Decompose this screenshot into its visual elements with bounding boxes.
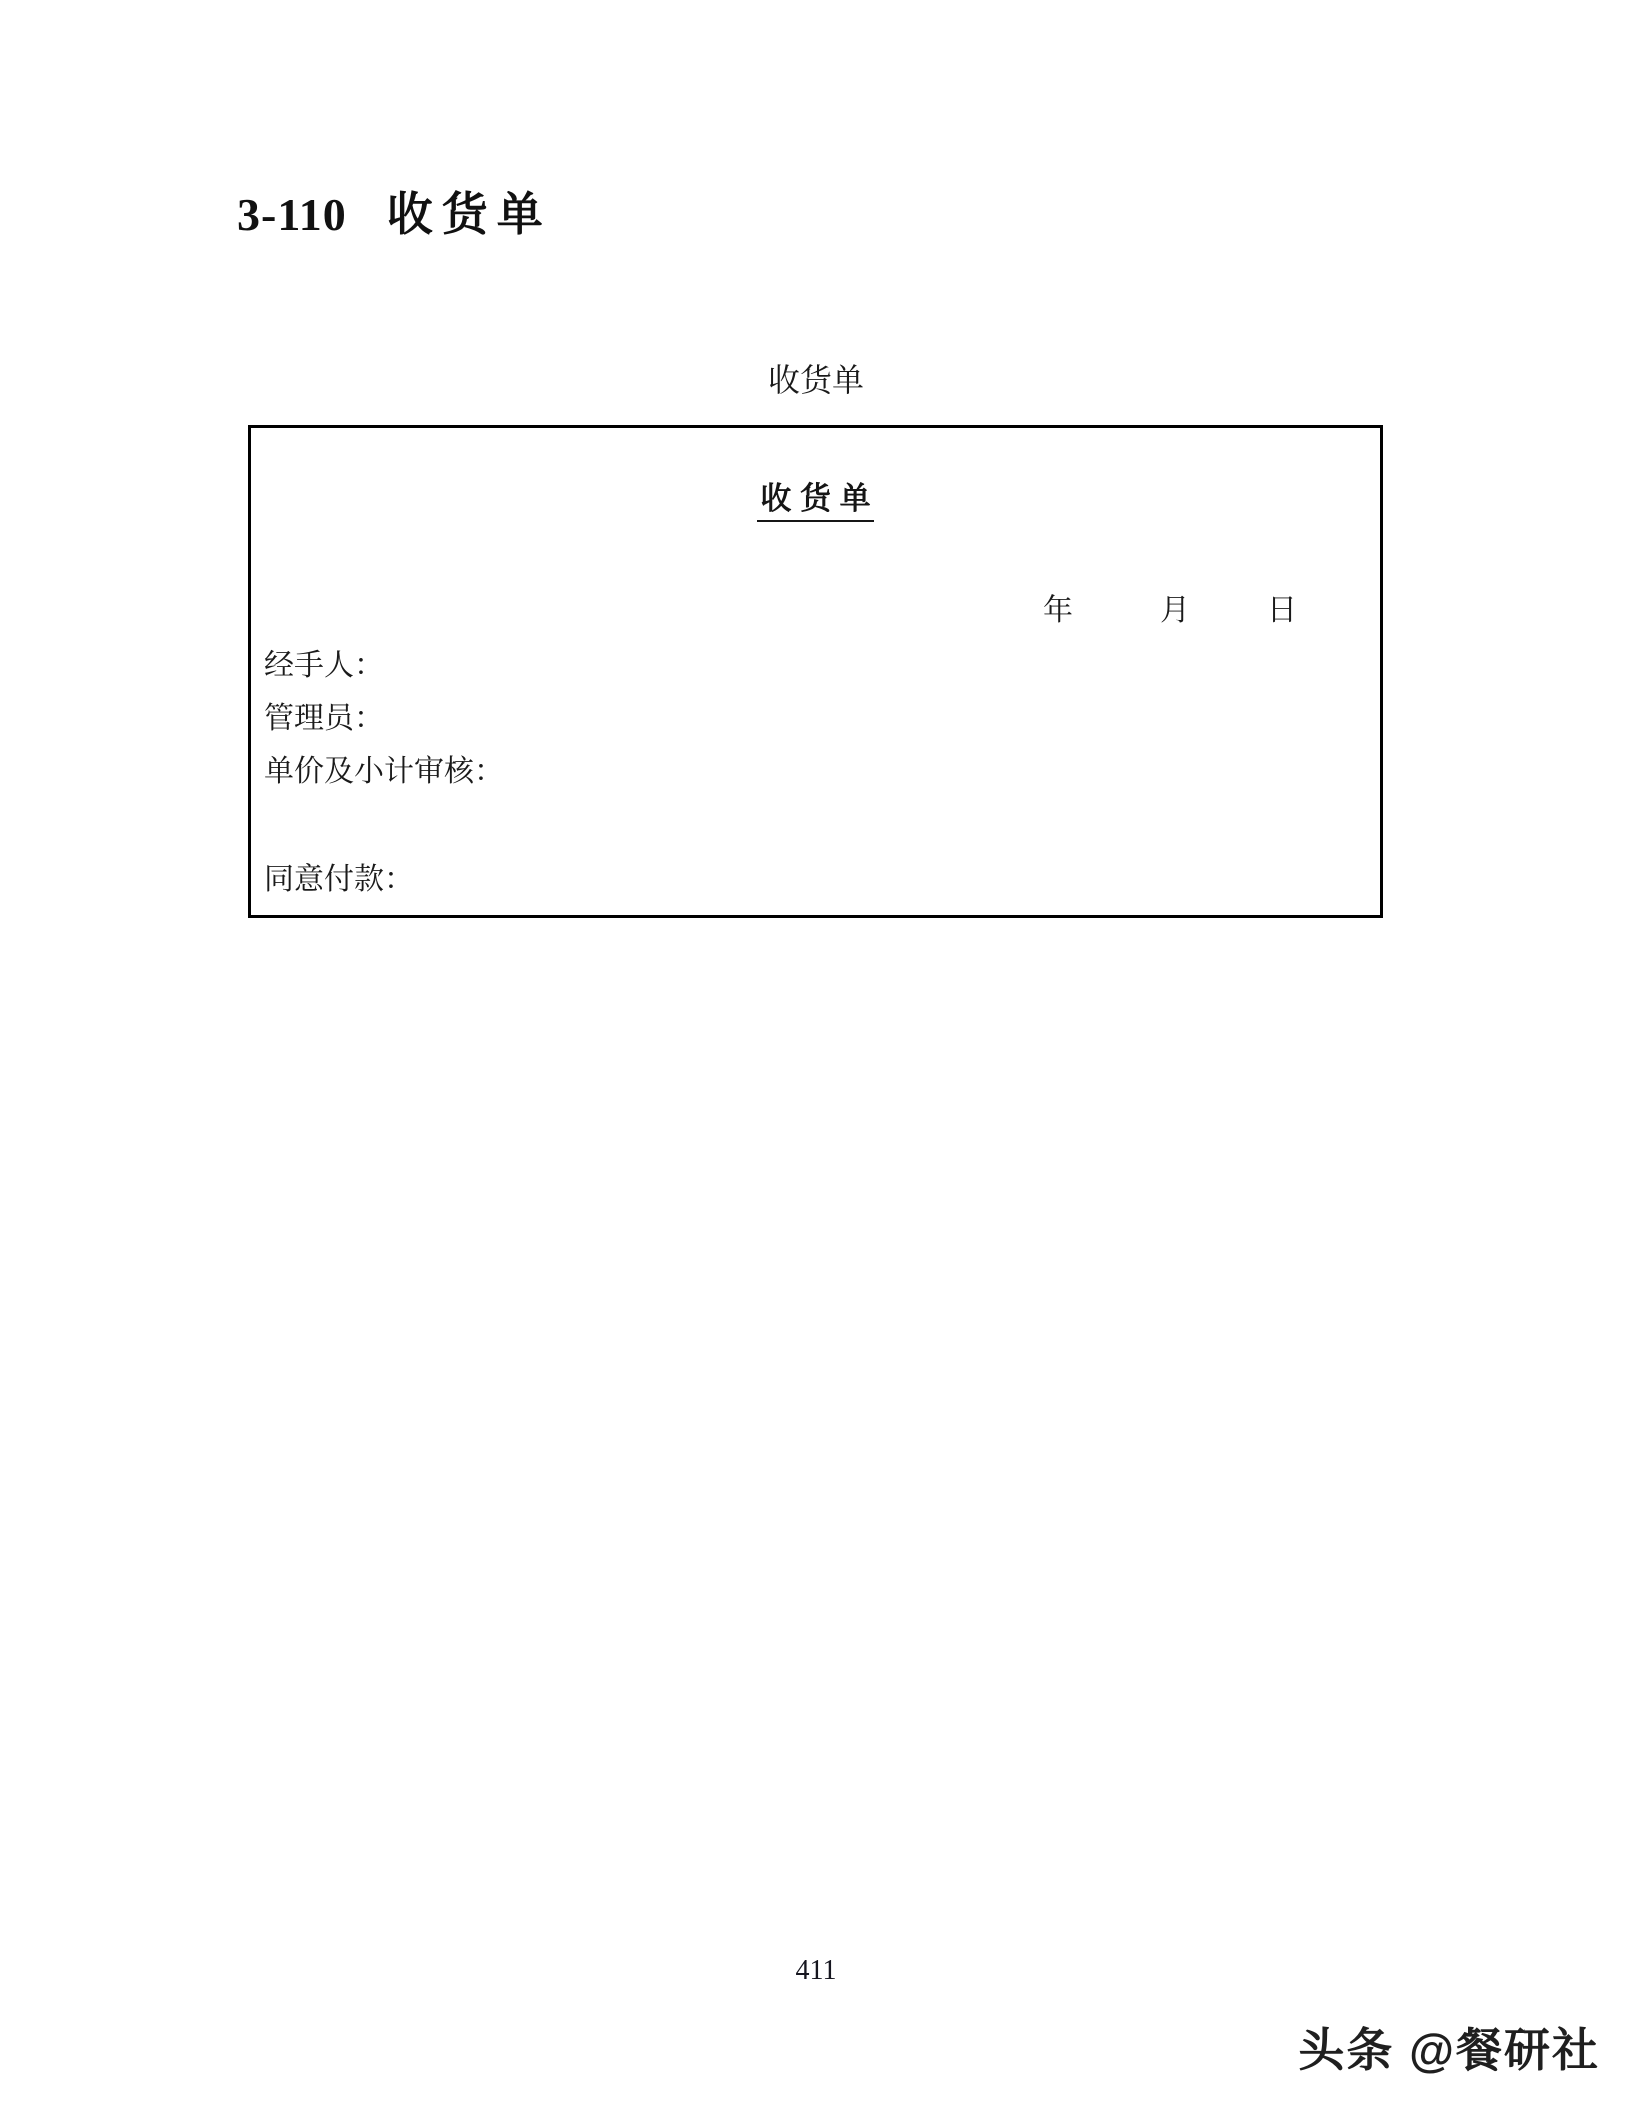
- form-title-text: 收 货 单: [757, 481, 873, 522]
- receipt-form-box: [248, 425, 1383, 918]
- page-number: 411: [795, 1955, 837, 1986]
- field-label-administrator: 管理员：: [264, 702, 384, 735]
- section-title: 收货单: [386, 189, 552, 240]
- section-heading: [237, 189, 552, 240]
- date-year-label: 年: [1043, 594, 1073, 627]
- watermark-toutiao: 头条 @餐研社: [1298, 2024, 1600, 2076]
- field-label-handler: 经手人：: [264, 649, 384, 682]
- section-number: 3-110: [237, 189, 347, 240]
- form-caption: 收货单: [767, 362, 864, 398]
- field-label-price-subtotal-review: 单价及小计审核：: [264, 755, 504, 788]
- date-day-label: 日: [1267, 594, 1297, 627]
- date-month-label: 月: [1160, 594, 1190, 627]
- field-label-payment-approval: 同意付款：: [264, 863, 414, 896]
- form-title: [251, 482, 1380, 516]
